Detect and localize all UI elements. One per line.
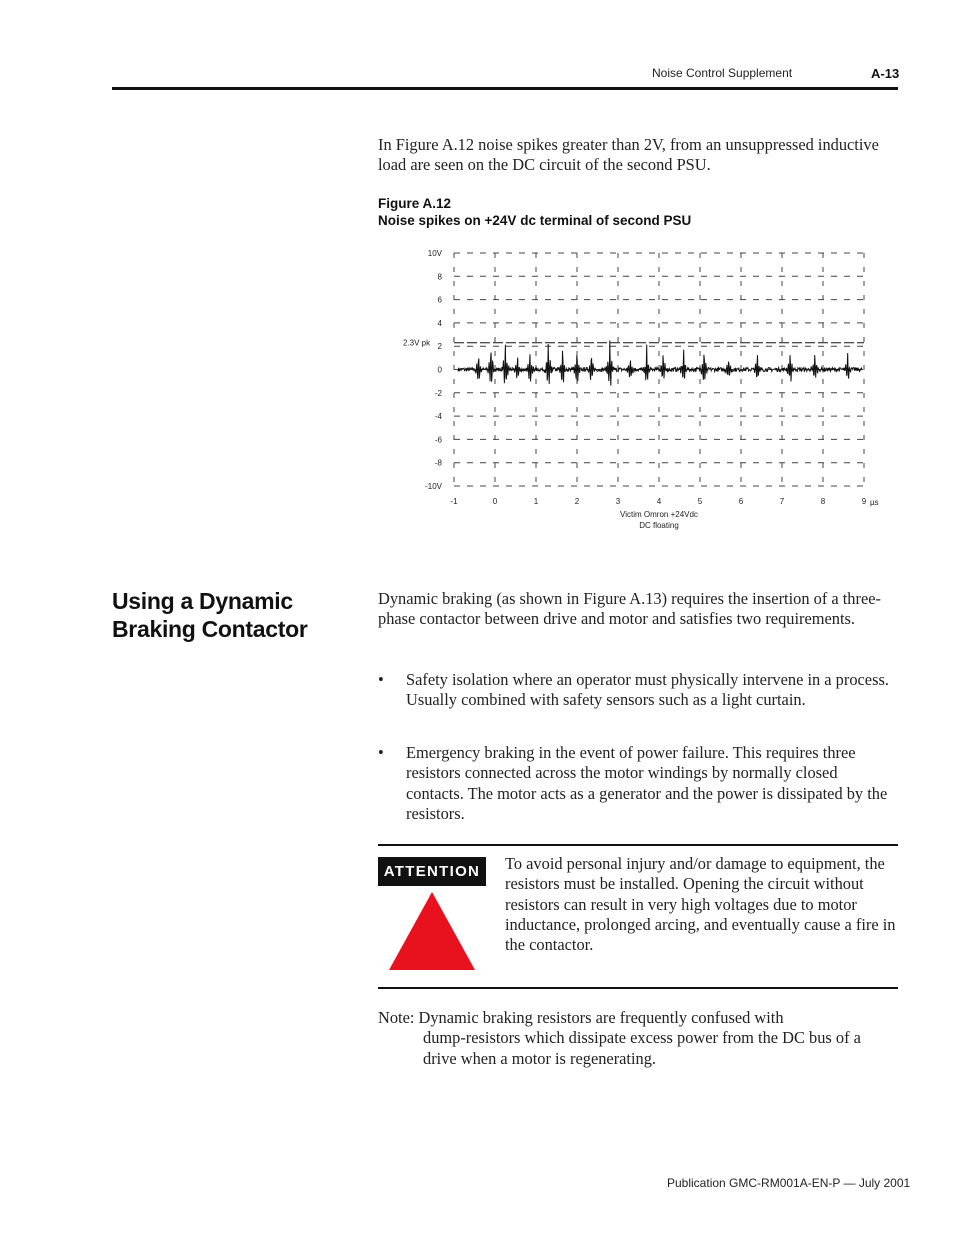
- x-tick-label: 3: [615, 497, 621, 506]
- x-tick-label: 2: [574, 497, 580, 506]
- x-tick-label: 5: [697, 497, 703, 506]
- section-paragraph: Dynamic braking (as shown in Figure A.13) requires the insertion of a three-phase contactor between drive and motor and satisfies two requirements.: [378, 589, 881, 629]
- y-tick-label: 8: [437, 272, 442, 282]
- y-tick-labels: [425, 249, 443, 491]
- bullet-text: Emergency braking in the event of power failure. This requires three resistors connected across the motor windings by normally closed contacts. The motor acts as a generator and the power is dissipated by the resistors.: [406, 743, 888, 823]
- publication-footer: Publication GMC-RM001A-EN-P — July 2001: [667, 1176, 911, 1190]
- header-rule: [112, 87, 898, 90]
- x-axis-label-line2: DC floating: [639, 521, 679, 530]
- reference-level-label: 2.3V pk: [403, 338, 431, 348]
- y-tick-label: -2: [434, 388, 442, 398]
- bullet-symbol: •: [378, 670, 384, 689]
- bullet-text: Safety isolation where an operator must physically intervene in a process. Usually combined with safety sensors such as a light curtain.: [406, 670, 889, 710]
- x-tick-label: 7: [779, 497, 785, 506]
- y-tick-label: -10V: [425, 482, 442, 491]
- note: [378, 1008, 898, 1069]
- note-continuation: dump-resistors which dissipate excess power from the DC bus of a drive when a motor is regenerating.: [423, 1028, 861, 1068]
- x-tick-label: 8: [820, 497, 826, 506]
- noise-trace: [458, 340, 862, 385]
- attention-rule-bottom: [378, 987, 898, 989]
- page-number: A-13: [871, 66, 900, 81]
- x-tick-label: 0: [492, 497, 498, 506]
- bullet-symbol: •: [378, 743, 384, 762]
- y-tick-label: -6: [434, 435, 442, 445]
- warning-triangle-icon: [387, 890, 477, 972]
- x-axis-unit: µs: [870, 498, 879, 507]
- section-heading: Using a Dynamic Braking Contactor: [112, 588, 308, 642]
- y-tick-label: 0: [437, 365, 442, 375]
- x-tick-label: 1: [533, 497, 539, 506]
- y-tick-label: 10V: [427, 249, 442, 258]
- attention-badge: ATTENTION: [378, 857, 486, 886]
- x-tick-label: -1: [450, 497, 458, 506]
- y-tick-label: 6: [437, 295, 442, 305]
- y-tick-label: 2: [437, 342, 442, 352]
- noise-spike-chart: [395, 240, 895, 535]
- running-header: Noise Control Supplement: [652, 66, 793, 80]
- y-tick-label: -4: [434, 412, 442, 422]
- figure-number: Figure A.12: [378, 196, 452, 211]
- x-tick-label: 6: [738, 497, 744, 506]
- x-tick-labels: [450, 497, 866, 506]
- x-tick-label: 4: [656, 497, 662, 506]
- attention-rule-top: [378, 844, 898, 846]
- attention-text: To avoid personal injury and/or damage to equipment, the resistors must be installed. Opening the circuit without resistors can result in very high voltages due to motor inductance, prolonged arcing, and eventually cause a fire in the contactor.: [505, 854, 896, 955]
- x-tick-label: 9: [861, 497, 867, 506]
- intro-paragraph: In Figure A.12 noise spikes greater than 2V, from an unsuppressed inductive load are seen on the DC circuit of the second PSU.: [378, 135, 879, 175]
- note-first-line: Note: Dynamic braking resistors are frequently confused with: [378, 1008, 784, 1027]
- y-tick-label: 4: [437, 318, 442, 328]
- y-tick-label: -8: [434, 458, 442, 468]
- figure-title: Noise spikes on +24V dc terminal of second PSU: [378, 213, 692, 228]
- x-axis-label-line1: Victim Omron +24Vdc: [620, 510, 698, 519]
